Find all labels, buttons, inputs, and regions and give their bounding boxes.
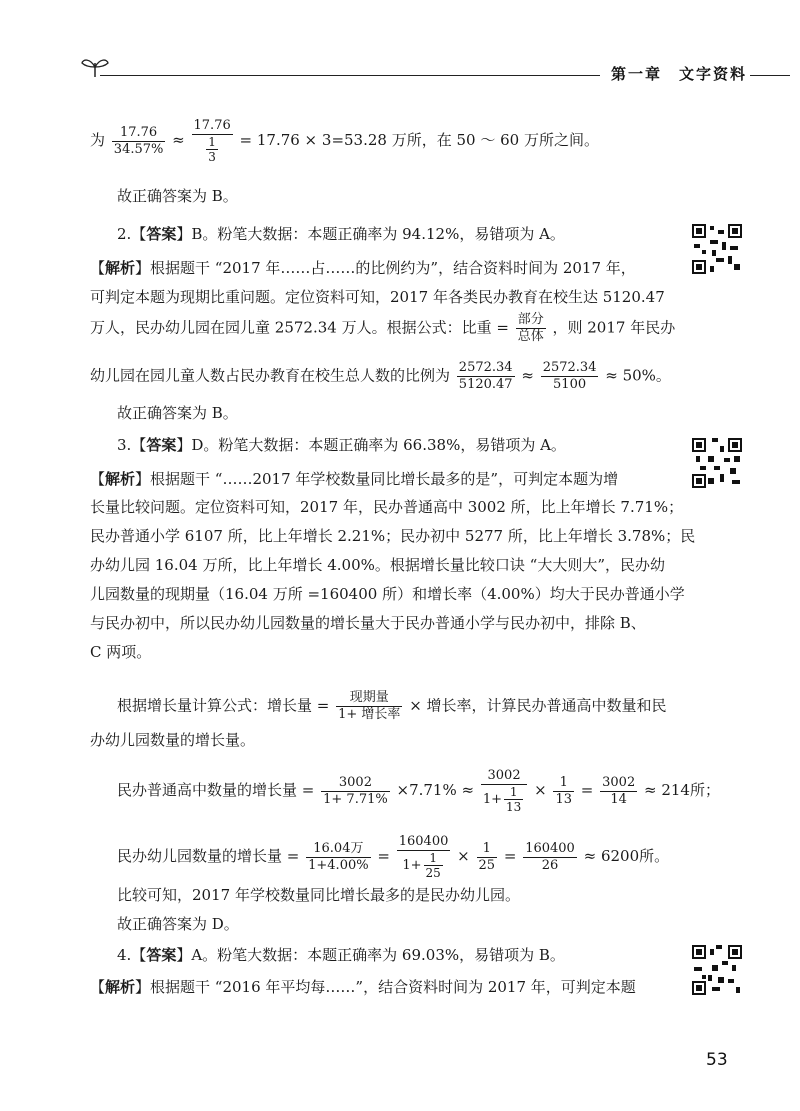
- qr-code-icon: [692, 945, 742, 995]
- text: 】根据题干 “2016 年平均每……”，结合资料时间为 2017 年，可判定本题: [135, 978, 636, 996]
- paragraph-line: 办幼儿园 16.04 万所，比上年增长 4.00%。根据增长量比较口诀 “大大则大”，民办幼: [90, 556, 666, 574]
- analysis-heading-2: [90, 257, 636, 279]
- qr-code-icon: [692, 438, 742, 488]
- answer-heading-3: [117, 434, 566, 456]
- numerator: 16.04万: [306, 841, 370, 858]
- text: ≈ 6200所。: [583, 847, 670, 865]
- denominator: 26: [541, 857, 559, 873]
- answer-label: 答案: [146, 946, 177, 964]
- text: ×: [457, 847, 470, 865]
- fraction: [397, 834, 451, 880]
- qr-code-icon: [692, 224, 742, 274]
- numerator: 1: [477, 841, 498, 858]
- fraction: [477, 841, 498, 874]
- denominator: 13: [555, 791, 572, 807]
- formula-line-growth: [117, 690, 667, 723]
- answer-line: 故正确答案为 B。: [117, 404, 238, 422]
- text: 民办幼儿园数量的增长量 =: [117, 847, 300, 865]
- answer-heading-2: [117, 223, 565, 245]
- denominator: 34.57%: [113, 141, 164, 157]
- text: =: [377, 847, 390, 865]
- fraction: [553, 775, 574, 808]
- numerator: 部分: [517, 312, 544, 327]
- denominator: 5100: [553, 377, 587, 392]
- fraction: [321, 775, 390, 808]
- formula-line-proportion: [90, 360, 671, 393]
- fraction: [112, 125, 166, 158]
- paragraph-line: 长量比较问题。定位资料可知，2017 年，民办普通高中 3002 所，比上年增长 7.71%；: [90, 498, 684, 516]
- denominator: 25: [478, 857, 496, 873]
- numerator: 2572.34: [542, 360, 597, 375]
- paragraph-line: 比较可知，2017 年学校数量同比增长最多的是民办幼儿园。: [117, 886, 520, 904]
- text: 】B。粉笔大数据：本题正确率为 94.12%，易错项为 A。: [176, 225, 565, 243]
- header-rule-right: [750, 75, 790, 76]
- numerator: 1: [553, 775, 574, 792]
- text: × 增长率，计算民办普通高中数量和民: [409, 696, 667, 715]
- fraction: [457, 360, 515, 393]
- text: 根据增长量计算公式：增长量 =: [117, 696, 330, 715]
- text: 2.【: [117, 225, 147, 243]
- inner-fraction: [424, 851, 443, 880]
- page-number: 53: [706, 1050, 728, 1070]
- fraction: [481, 768, 527, 814]
- numerator: 1: [424, 851, 443, 866]
- denominator: [397, 851, 451, 880]
- paragraph-line: 民办普通小学 6107 所，比上年增长 2.21%；民办初中 5277 所，比上年增长 3.78%；民: [90, 527, 696, 545]
- analysis-label: 解析: [105, 470, 136, 488]
- fraction: [523, 841, 577, 874]
- denominator: 总体: [517, 329, 544, 344]
- fraction: [516, 312, 546, 345]
- numerator: 160400: [525, 840, 575, 856]
- denominator: 1+4.00%: [308, 857, 369, 873]
- text: 】根据题干 “……2017 年学校数量同比增长最多的是”，可判定本题为增: [135, 470, 619, 488]
- denominator: [481, 785, 527, 814]
- denominator: 25: [425, 866, 441, 880]
- numerator: 17.76: [112, 125, 166, 142]
- text: ×7.71% ≈: [396, 781, 475, 799]
- numerator: 1: [504, 785, 523, 800]
- text: ，则 2017 年民办: [552, 318, 676, 337]
- fraction: [600, 775, 637, 808]
- analysis-heading-3: [90, 468, 618, 490]
- denominator: 14: [610, 791, 627, 807]
- fraction: [336, 690, 402, 723]
- text: ≈ 50%。: [605, 366, 671, 385]
- answer-line: 故正确答案为 D。: [117, 915, 239, 933]
- text: 4.【: [117, 946, 147, 964]
- text: ≈ 214所；: [644, 781, 720, 799]
- numerator: 2572.34: [458, 360, 513, 375]
- text: 1+: [402, 858, 422, 873]
- text: = 17.76 × 3=53.28 万所，在 50 ～ 60 万所之间。: [239, 131, 599, 149]
- paragraph-line: C 两项。: [90, 643, 152, 661]
- formula-line-1: [90, 118, 599, 164]
- denominator: 13: [506, 800, 522, 814]
- numerator: 17.76: [193, 118, 231, 133]
- text: 民办普通高中数量的增长量 =: [117, 781, 315, 799]
- numerator: 3002: [321, 775, 390, 792]
- text: 3.【: [117, 436, 147, 454]
- text: ×: [534, 781, 547, 799]
- text: 】根据题干 “2017 年……占……的比例约为”，结合资料时间为 2017 年，: [135, 259, 636, 277]
- formula-line-kindergarten: [117, 834, 669, 880]
- analysis-label: 解析: [105, 978, 136, 996]
- fraction: [541, 360, 599, 393]
- text: 【: [90, 470, 106, 488]
- answer-line: 故正确答案为 B。: [117, 187, 238, 205]
- paragraph-line: 办幼儿园数量的增长量。: [90, 731, 256, 749]
- numerator: 3002: [481, 768, 527, 785]
- numerator: 3002: [602, 774, 636, 790]
- text: ≈: [172, 131, 185, 149]
- text: =: [580, 781, 594, 799]
- text: =: [503, 847, 517, 865]
- denominator: 1+ 增长率: [338, 707, 401, 722]
- text: 1+: [482, 792, 503, 807]
- text: 【: [90, 978, 106, 996]
- inner-fraction: [504, 785, 523, 814]
- text: 万人，民办幼儿园在园儿童 2572.34 万人。根据公式：比重 =: [90, 318, 509, 337]
- text: 【: [90, 259, 106, 277]
- header-rule: [100, 75, 600, 76]
- text: 】A。粉笔大数据：本题正确率为 69.03%，易错项为 B。: [176, 946, 565, 964]
- formula-line-ratio: [90, 312, 675, 345]
- numerator: 1: [208, 135, 216, 149]
- answer-label: 答案: [146, 436, 177, 454]
- denominator: 3: [208, 150, 216, 164]
- numerator: 现期量: [336, 690, 402, 707]
- denominator: 1+ 7.71%: [323, 791, 388, 807]
- paragraph-line: 儿园数量的现期量（16.04 万所 =160400 所）和增长率（4.00%）均大于民办普通小学: [90, 585, 685, 603]
- answer-heading-4: [117, 944, 565, 966]
- denominator: [192, 135, 233, 164]
- fraction: [192, 118, 233, 164]
- inner-fraction: [206, 135, 218, 164]
- denominator: 5120.47: [458, 377, 513, 392]
- text: 为: [90, 131, 106, 149]
- paragraph-line: 可判定本题为现期比重问题。定位资料可知，2017 年各类民办教育在校生达 5120.47: [90, 288, 665, 306]
- fraction: [306, 841, 370, 874]
- chapter-title: 第一章 文字资料: [611, 65, 748, 83]
- answer-label: 答案: [146, 225, 177, 243]
- text: ≈: [521, 366, 534, 385]
- analysis-label: 解析: [105, 259, 136, 277]
- analysis-heading-4: [90, 976, 636, 998]
- formula-line-highschool: [117, 768, 720, 814]
- text: 】D。粉笔大数据：本题正确率为 66.38%，易错项为 A。: [176, 436, 566, 454]
- numerator: 160400: [398, 834, 449, 849]
- text: 幼儿园在园儿童人数占民办教育在校生总人数的比例为: [90, 366, 451, 385]
- paragraph-line: 与民办初中，所以民办幼儿园数量的增长量大于民办普通小学与民办初中，排除 B、: [90, 614, 646, 632]
